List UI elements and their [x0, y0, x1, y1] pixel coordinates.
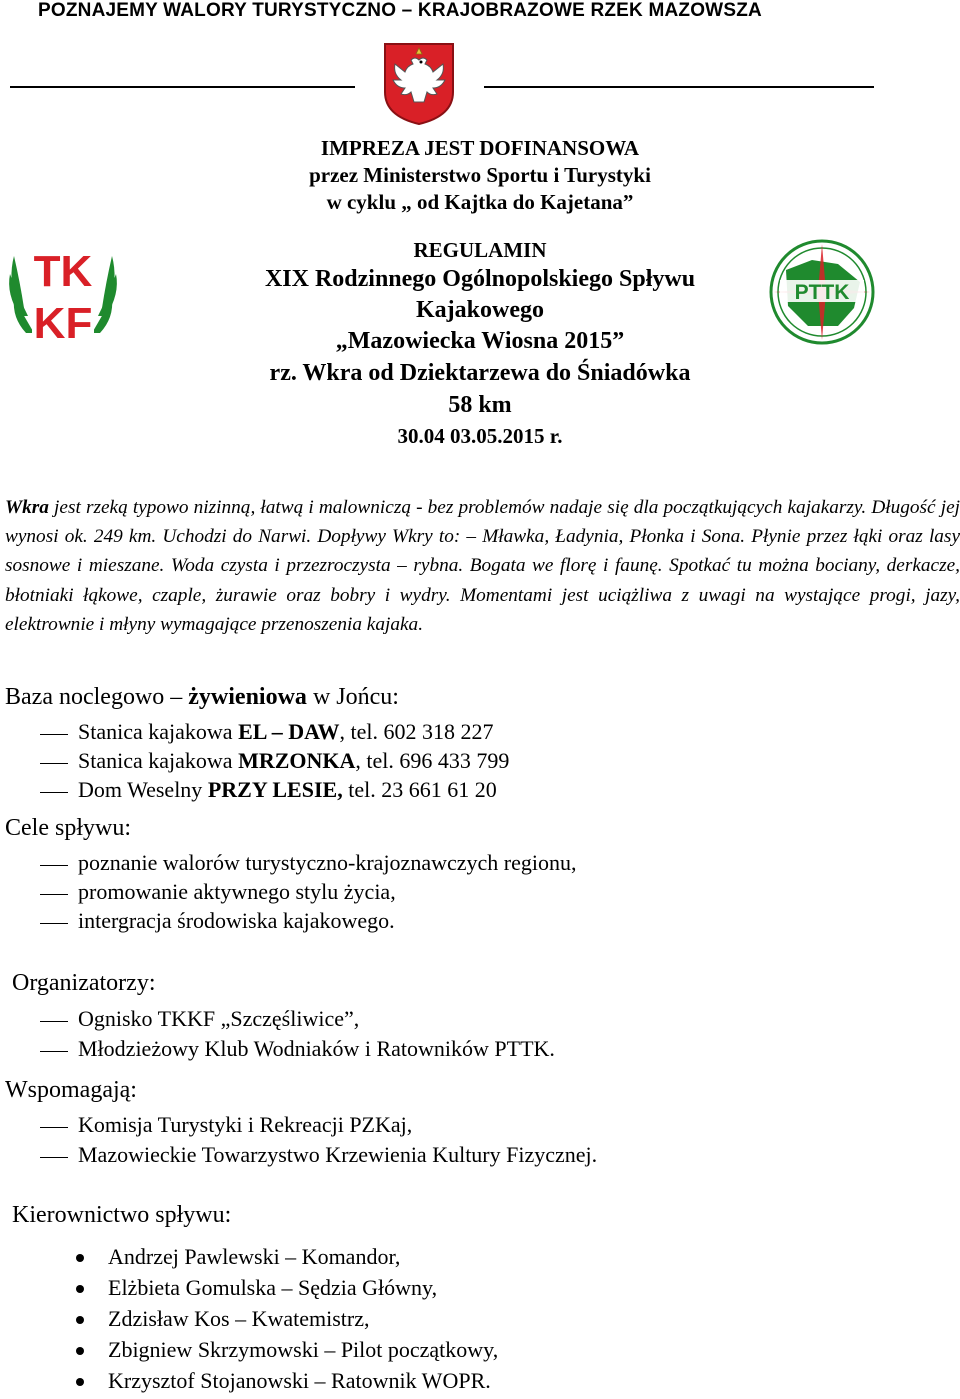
- header-rule-right: [484, 86, 874, 88]
- leadership-item: Zbigniew Skrzymowski – Pilot początkowy,: [0, 1337, 498, 1368]
- support-item: Komisja Turystyki i Rekreacji PZKaj,: [5, 1112, 597, 1142]
- leadership-item: Elżbieta Gomulska – Sędzia Główny,: [0, 1275, 498, 1306]
- goals-item: intergracja środowiska kajakowego.: [5, 908, 576, 937]
- river-description: [5, 493, 960, 639]
- lodging-heading: Baza noclegowo – żywieniowa w Jońcu:: [5, 684, 399, 710]
- pttk-logo-text: PTTK: [794, 281, 850, 304]
- funding-line-1: IMPREZA JEST DOFINANSOWA: [320, 136, 640, 160]
- support-heading: Wspomagają:: [5, 1077, 137, 1103]
- organizers-item: Młodzieżowy Klub Wodniaków i Ratowników PTTK.: [5, 1036, 555, 1066]
- regulamin-distance: 58 km: [448, 392, 512, 418]
- tkkf-logo-top-text: TK: [33, 247, 93, 296]
- river-name: Wkra: [5, 497, 49, 518]
- tkkf-logo-bottom-text: KF: [33, 299, 93, 348]
- goals-item: promowanie aktywnego stylu życia,: [5, 879, 576, 908]
- mazovia-eagle-emblem-icon: [383, 42, 455, 126]
- lodging-item: Stanica kajakowa MRZONKA, tel. 696 433 799: [5, 748, 509, 777]
- goals-list: [5, 850, 576, 937]
- leadership-item: Andrzej Pawlewski – Komandor,: [0, 1244, 498, 1275]
- regulamin-title-line-3: „Mazowiecka Wiosna 2015”: [335, 328, 625, 354]
- organizers-heading: Organizatorzy:: [12, 970, 156, 996]
- leadership-item: Zdzisław Kos – Kwatemistrz,: [0, 1306, 498, 1337]
- regulamin-title-line-2: Kajakowego: [416, 297, 544, 323]
- goals-heading: Cele spływu:: [5, 815, 131, 841]
- regulamin-label: REGULAMIN: [413, 238, 547, 262]
- support-list: [5, 1112, 597, 1172]
- regulamin-dates: 30.04 03.05.2015 r.: [397, 424, 563, 448]
- leadership-heading: Kierownictwo spływu:: [12, 1202, 232, 1228]
- regulamin-route: rz. Wkra od Dziektarzewa do Śniadówka: [269, 360, 691, 386]
- lodging-list: [5, 719, 509, 806]
- river-description-text: jest rzeką typowo nizinną, łatwą i malowniczą - bez problemów nadaje się dla początkujących kajakarzy. Długość jej wynosi ok. 249 km. Uchodzi do Narwi. Dopływy Wkry to: – Mławka, Ładynia, Płonka i Sona. Płynie przez łąki oraz lasy sosnowe i mieszane. Woda czysta i przezroczysta – rybna. Bogata we florę i faunę. Spotkać tu można bociany, derkacze, błotniaki łąkowe, czaple, żurawie oraz bobry i wydry. Momentami jest uciążliwa z uwagi na wystające progi, jazy, elektrownie i młyny wymagające przenoszenia kajaka.: [5, 497, 960, 635]
- header-rule-left: [10, 86, 355, 88]
- lodging-item: Dom Weselny PRZY LESIE, tel. 23 661 61 20: [5, 777, 509, 806]
- leadership-list: [0, 1244, 498, 1399]
- funding-line-2: przez Ministerstwo Sportu i Turystyki: [309, 163, 651, 187]
- funding-line-3: w cyklu „ od Kajtka do Kajetana”: [326, 190, 634, 214]
- leadership-item: Krzysztof Stojanowski – Ratownik WOPR.: [0, 1368, 498, 1399]
- document-top-title: POZNAJEMY WALORY TURYSTYCZNO – KRAJOBRAZOWE RZEK MAZOWSZA: [38, 0, 762, 21]
- regulamin-title-line-1: XIX Rodzinnego Ogólnopolskiego Spływu: [264, 266, 696, 292]
- goals-item: poznanie walorów turystyczno-krajoznawczych regionu,: [5, 850, 576, 879]
- organizers-item: Ognisko TKKF „Szczęśliwice”,: [5, 1006, 555, 1036]
- support-item: Mazowieckie Towarzystwo Krzewienia Kultury Fizycznej.: [5, 1142, 597, 1172]
- lodging-item: Stanica kajakowa EL – DAW, tel. 602 318 227: [5, 719, 509, 748]
- organizers-list: [5, 1006, 555, 1066]
